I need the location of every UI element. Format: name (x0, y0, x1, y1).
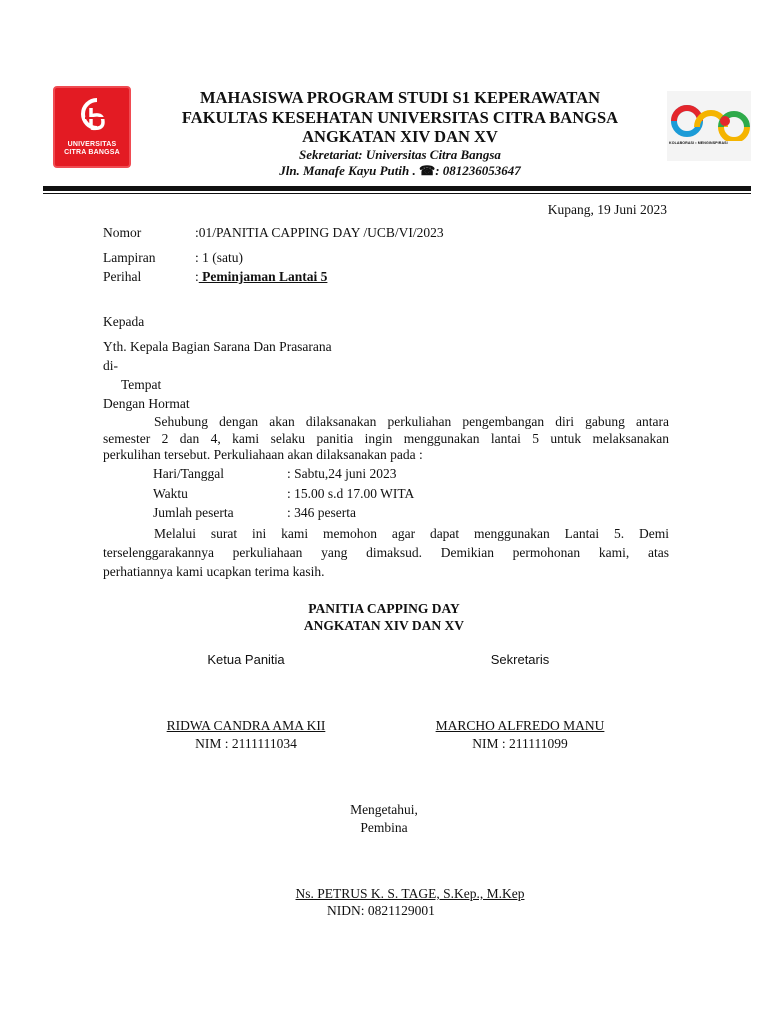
detail-value-participants: : 346 peserta (287, 505, 356, 520)
angkatan-logo (667, 91, 751, 161)
chair-nim: NIM : 2111111034 (195, 736, 297, 751)
committee-line-1: PANITIA CAPPING DAY (308, 601, 460, 616)
addressee-text: Yth. Kepala Bagian Sarana Dan Prasarana (103, 339, 332, 354)
greeting-text: Dengan Hormat (103, 396, 190, 411)
chair-name: RIDWA CANDRA AMA KII (166, 718, 326, 733)
perihal-subject: Peminjaman Lantai 5 (198, 269, 328, 284)
header-line-2: FAKULTAS KESEHATAN UNIVERSITAS CITRA BANGSA (181, 108, 619, 127)
phone-number: : 081236053647 (435, 163, 521, 178)
university-logo (53, 86, 131, 168)
header-divider-thin (43, 193, 751, 194)
advisor-nidn: NIDN: 0821129001 (327, 903, 435, 918)
di-text: di- (103, 358, 118, 373)
paragraph-line: Melalui surat ini kami memohon agar dapat menggunakan Lantai 5. Demi (154, 526, 669, 541)
kepada-text: Kepada (103, 314, 145, 329)
detail-value-date: : Sabtu,24 juni 2023 (287, 466, 397, 481)
paragraph-line: terselenggarakannya perkuliahaan yang dimaksud. Demikian permohonan kami, atas (103, 545, 669, 560)
lampiran-value: : 1 (satu) (195, 250, 243, 265)
letter-date: Kupang, 19 Juni 2023 (547, 202, 667, 217)
secretary-nim: NIM : 211111099 (472, 736, 568, 751)
address-text: Jln. Manafe Kayu Putih . (279, 163, 416, 178)
rings-logo-icon (667, 91, 751, 141)
committee-line-2: ANGKATAN XIV DAN XV (303, 618, 465, 633)
header-line-1: MAHASISWA PROGRAM STUDI S1 KEPERAWATAN (199, 88, 601, 107)
perihal-label: Perihal (103, 269, 142, 284)
logo-tagline: KOLABORASI • MENGINSPIRASI (669, 141, 728, 145)
body-paragraph-1 (103, 414, 669, 464)
detail-value-time: : 15.00 s.d 17.00 WITA (287, 486, 415, 501)
detail-label-time: Waktu (153, 486, 188, 501)
logo-text-line1: UNIVERSITAS (67, 141, 117, 148)
detail-label-date: Hari/Tanggal (153, 466, 225, 481)
lampiran-label: Lampiran (103, 250, 156, 265)
tempat-text: Tempat (121, 377, 162, 392)
body-paragraph-2 (103, 524, 669, 581)
detail-label-participants: Jumlah peserta (153, 505, 234, 520)
header-divider-thick (43, 186, 751, 191)
header-line-3: ANGKATAN XIV DAN XV (302, 127, 498, 146)
perihal-colon: : (195, 269, 199, 284)
nomor-value: :01/PANITIA CAPPING DAY /UCB/VI/2023 (195, 225, 444, 240)
address-line (140, 163, 660, 179)
paragraph-line: perkulihan tersebut. Perkuliahaan akan dilaksanakan pada : (103, 447, 423, 462)
nomor-label: Nomor (103, 225, 142, 240)
advisor-name: Ns. PETRUS K. S. TAGE, S.Kep., M.Kep (295, 886, 525, 901)
paragraph-line: semester 2 dan 4, kami selaku panitia ingin menggunakan lantai 5 untuk melaksanakan (103, 430, 669, 446)
paragraph-line: Sehubung dengan akan dilaksanakan perkuliahan pengembangan diri gabung antara (154, 414, 669, 429)
secretary-title: Sekretaris (490, 652, 550, 667)
cb-monogram-icon (55, 88, 129, 140)
acknowledged-text: Mengetahui, (350, 802, 418, 817)
perihal-value (195, 269, 327, 285)
phone-icon: ☎ (418, 163, 436, 178)
chair-title: Ketua Panitia (207, 652, 285, 667)
secretary-name: MARCHO ALFREDO MANU (435, 718, 605, 733)
paragraph-line: perhatiannya kami ucapkan terima kasih. (103, 564, 325, 579)
advisor-title: Pembina (360, 820, 408, 835)
logo-text-line2: CITRA BANGSA (64, 149, 120, 156)
secretariat-line: Sekretariat: Universitas Citra Bangsa (299, 147, 501, 162)
